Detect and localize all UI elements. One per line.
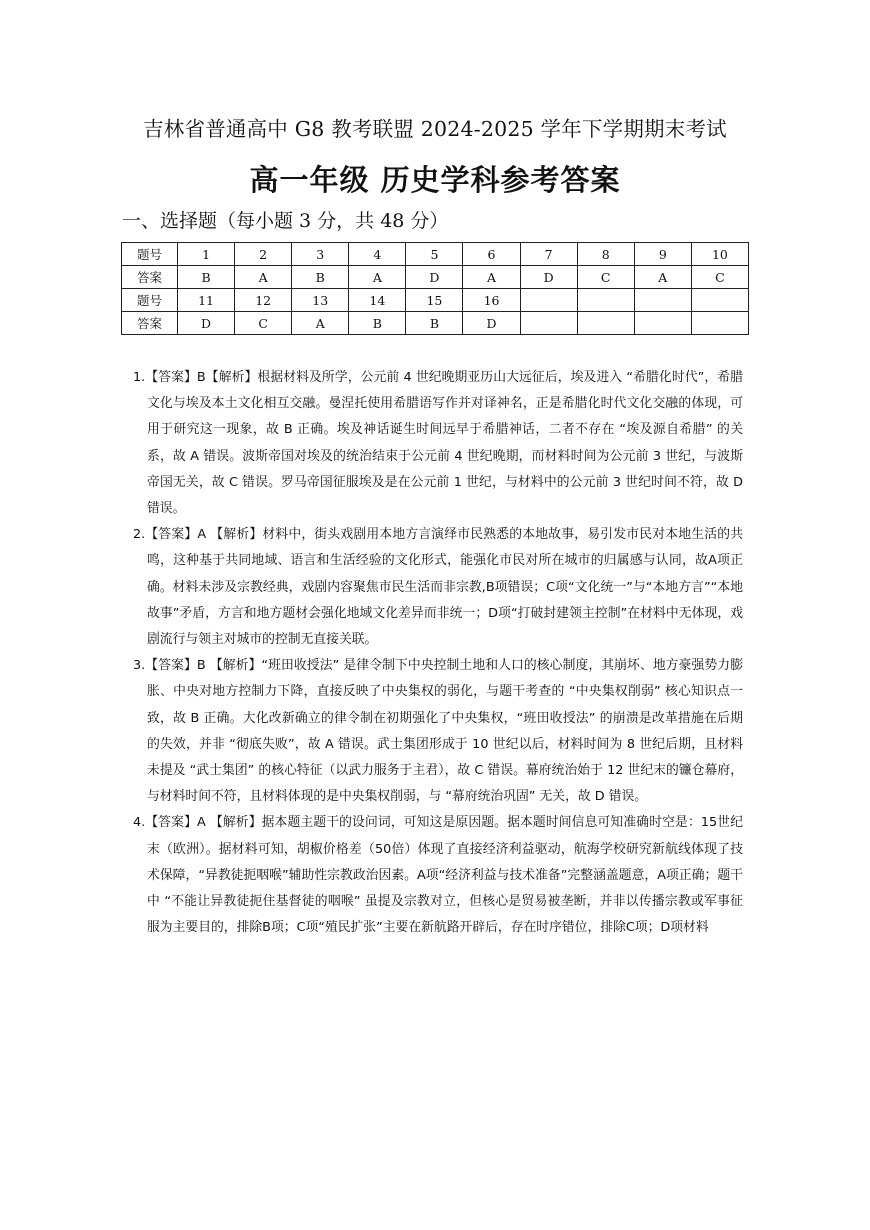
explanations-list [133, 365, 743, 941]
answer-cell: A [349, 266, 406, 289]
row-label-question: 题号 [122, 243, 178, 266]
answer-cell: D [463, 312, 520, 335]
question-number: 14 [349, 289, 406, 312]
question-number: 2 [235, 243, 292, 266]
answer-cell [634, 312, 691, 335]
answer-cell: A [463, 266, 520, 289]
section-heading: 一、选择题（每小题 3 分，共 48 分） [122, 210, 449, 232]
answer-cell [577, 312, 634, 335]
table-row [122, 266, 749, 289]
table-row [122, 289, 749, 312]
question-number: 3 [292, 243, 349, 266]
answer-cell: D [178, 312, 235, 335]
question-number: 5 [406, 243, 463, 266]
question-number: 11 [178, 289, 235, 312]
answer-cell: A [634, 266, 691, 289]
question-number: 9 [634, 243, 691, 266]
explanation-item [133, 365, 743, 522]
question-number: 10 [691, 243, 748, 266]
answer-cell: C [691, 266, 748, 289]
question-number: 6 [463, 243, 520, 266]
answer-cell [520, 312, 577, 335]
answer-cell: B [292, 266, 349, 289]
answer-cell: D [406, 266, 463, 289]
question-number [577, 289, 634, 312]
question-number [520, 289, 577, 312]
explanation-item [133, 810, 743, 941]
exam-title: 吉林省普通高中 G8 教考联盟 2024-2025 学年下学期期末考试 [143, 117, 727, 141]
question-number: 1 [178, 243, 235, 266]
explanation-text: 1.【答案】B【解析】根据材料及所学，公元前 4 世纪晚期亚历山大远征后，埃及进入 “希腊化时代”，希腊文化与埃及本土文化相互交融。曼涅托使用希腊语写作并对译神名，正是希腊化时代文化交融的体现，可用于研究这一现象，故 B 正确。埃及神话诞生时间远早于希腊神话，二者不存在 “埃及源自希腊” 的关系，故 A 错误。波斯帝国对埃及的统治结束于公元前 4 世纪晚期，而材料时间为公元前 3 世纪，与波斯帝国无关，故 C 错误。罗马帝国征服埃及是在公元前 1 世纪，与材料中的公元前 3 世纪时间不符，故 D 错误。 [133, 370, 743, 517]
question-number: 16 [463, 289, 520, 312]
explanation-text: 3.【答案】B 【解析】“班田收授法” 是律令制下中央控制土地和人口的核心制度，其崩坏、地方豪强势力膨胀、中央对地方控制力下降，直接反映了中央集权的弱化，与题干考查的 “中央集权削弱” 核心知识点一致，故 B 正确。大化改新确立的律令制在初期强化了中央集权，“班田收授法” 的崩溃是改革措施在后期的失效，并非 “彻底失败”，故 A 错误。武士集团形成于 10 世纪以后，材料时间为 8 世纪后期，且材料未提及 “武士集团” 的核心特征（以武力服务于主君），故 C 错误。幕府统治始于 12 世纪末的镰仓幕府，与材料时间不符，且材料体现的是中央集权削弱，与 “幕府统治巩固” 无关，故 D 错误。 [133, 658, 743, 805]
answer-key-title: 高一年级 历史学科参考答案 [249, 163, 621, 197]
row-label-answer: 答案 [122, 266, 178, 289]
answer-cell: B [349, 312, 406, 335]
explanation-item [133, 522, 743, 653]
answer-cell: C [235, 312, 292, 335]
answer-cell: A [235, 266, 292, 289]
table-row [122, 243, 749, 266]
answer-cell [691, 312, 748, 335]
row-label-answer: 答案 [122, 312, 178, 335]
row-label-question: 题号 [122, 289, 178, 312]
question-number: 12 [235, 289, 292, 312]
question-number: 8 [577, 243, 634, 266]
answer-table [121, 242, 749, 335]
explanation-item [133, 653, 743, 810]
explanation-text: 2.【答案】A 【解析】材料中，街头戏剧用本地方言演绎市民熟悉的本地故事，易引发市民对本地生活的共鸣，这种基于共同地域、语言和生活经验的文化形式，能强化市民对所在城市的归属感与认同，故A项正确。材料未涉及宗教经典，戏剧内容聚焦市民生活而非宗教,B项错误；C项“文化统一”与“本地方言”“本地故事”矛盾，方言和地方题材会强化地域文化差异而非统一；D项“打破封建领主控制”在材料中无体现，戏剧流行与领主对城市的控制无直接关联。 [133, 527, 743, 648]
answer-cell: B [406, 312, 463, 335]
answer-cell: D [520, 266, 577, 289]
question-number: 15 [406, 289, 463, 312]
answer-cell: A [292, 312, 349, 335]
question-number: 13 [292, 289, 349, 312]
question-number [691, 289, 748, 312]
explanation-text: 4.【答案】A 【解析】据本题主题干的设问词，可知这是原因题。据本题时间信息可知准确时空是：15世纪末（欧洲）。据材料可知，胡椒价格差（50倍）体现了直接经济利益驱动，航海学校研究新航线体现了技术保障，“异教徒扼咽喉”辅助性宗教政治因素。A项“经济利益与技术准备”完整涵盖题意，A项正确；题干中 “不能让异教徒扼住基督徒的咽喉” 虽提及宗教对立，但核心是贸易被垄断，并非以传播宗教或军事征服为主要目的，排除B项；C项“殖民扩张”主要在新航路开辟后，存在时序错位，排除C项；D项材料 [133, 815, 743, 936]
question-number [634, 289, 691, 312]
table-row [122, 312, 749, 335]
answer-cell: C [577, 266, 634, 289]
question-number: 4 [349, 243, 406, 266]
question-number: 7 [520, 243, 577, 266]
answer-cell: B [178, 266, 235, 289]
